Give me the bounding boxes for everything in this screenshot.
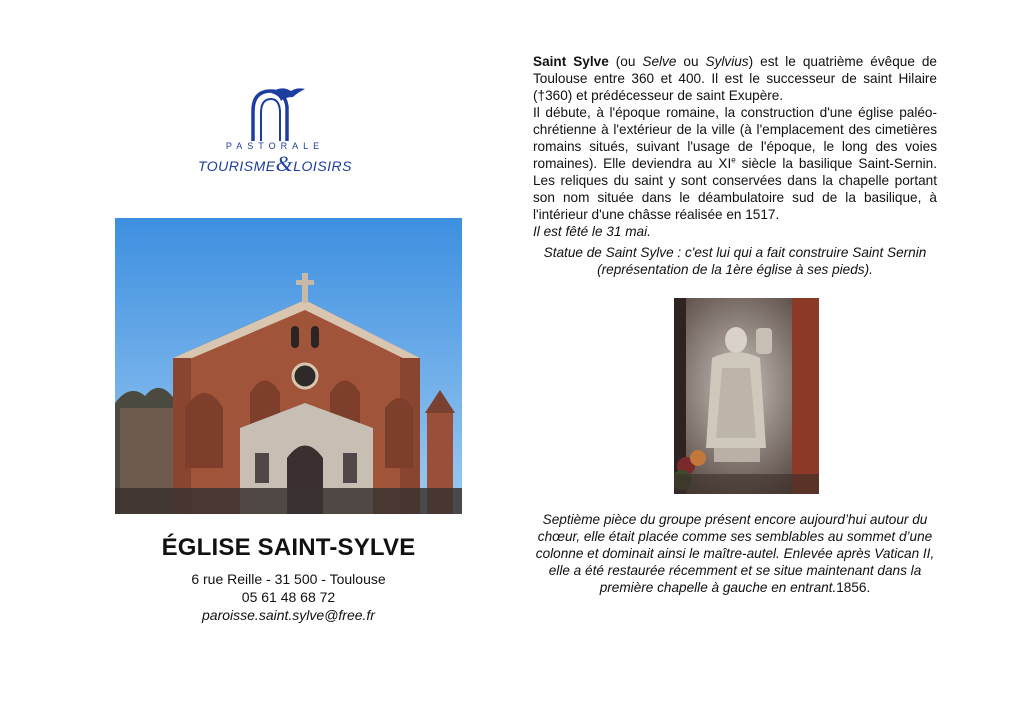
logo-word-loisirs: LOISIRS (293, 158, 352, 174)
church-name: ÉGLISE SAINT-SYLVE (161, 534, 416, 561)
saint-biography (533, 53, 937, 240)
bio-paragraph-1 (533, 53, 937, 104)
statue-history-text: Septième pièce du groupe présent encore aujourd’hui autour du chœur, elle était placée comme ses semblables au sommet d’une colonne et dominait ainsi le maître-autel. Enlevée après Vatican II, elle a été restaurée récemment et se situe maintenant dans la première chapelle à gauche en entrant. (535, 512, 935, 595)
century-superscript: e (731, 155, 736, 165)
statue-history-caption (528, 511, 942, 596)
logo-word-tourisme: TOURISME (197, 158, 276, 174)
alt-name-1: Selve (642, 54, 677, 69)
saint-name: Saint Sylve (533, 54, 609, 69)
bio-paragraph-2 (533, 104, 937, 223)
logo-ampersand: & (275, 151, 294, 176)
church-photo (115, 218, 462, 514)
statue-photo (674, 298, 819, 494)
bio-text: (ou (608, 54, 643, 69)
bio-text: ) est le quatrième évêque de Toulouse entre 360 et 400. Il est le successeur de saint Hilaire (†360) et prédécesseur de saint Exupère. (533, 54, 937, 103)
logo-bottom-text (190, 151, 360, 177)
church-details (115, 534, 462, 624)
bio-text: ou (676, 54, 706, 69)
church-email[interactable]: paroisse.saint.sylve@free.fr (202, 607, 375, 623)
feast-day (533, 223, 937, 240)
statue-year: 1856. (836, 580, 871, 595)
statue-caption: Statue de Saint Sylve : c'est lui qui a fait construire Saint Sernin (représentation de la 1ère église à ses pieds). (543, 245, 927, 277)
alt-name-2: Sylvius (705, 54, 749, 69)
church-address: 6 rue Reille - 31 500 - Toulouse (191, 571, 386, 587)
pastorale-logo (190, 85, 360, 175)
feast-day-text: Il est fêté le 31 mai. (533, 224, 651, 239)
bio-text: Il débute, à l'époque romaine, la construction d'une église paléo-chrétienne à l'extérieur de la ville (à l'emplacement des cimetières romains situés, suivant l'usage de l'époque, le long des voies romaines). Elle deviendra au XI (533, 105, 937, 171)
church-phone[interactable]: 05 61 48 68 72 (241, 589, 336, 605)
arch-dove-icon (245, 85, 307, 143)
logo-top-text: PASTORALE (225, 141, 325, 151)
bio-text: siècle la basilique Saint-Sernin. Les reliques du saint y sont conservées dans la chapelle portant son nom située dans le déambulatoire sud de la basilique, à l'intérieur d'une châsse réalisée en 1517. (533, 156, 938, 222)
